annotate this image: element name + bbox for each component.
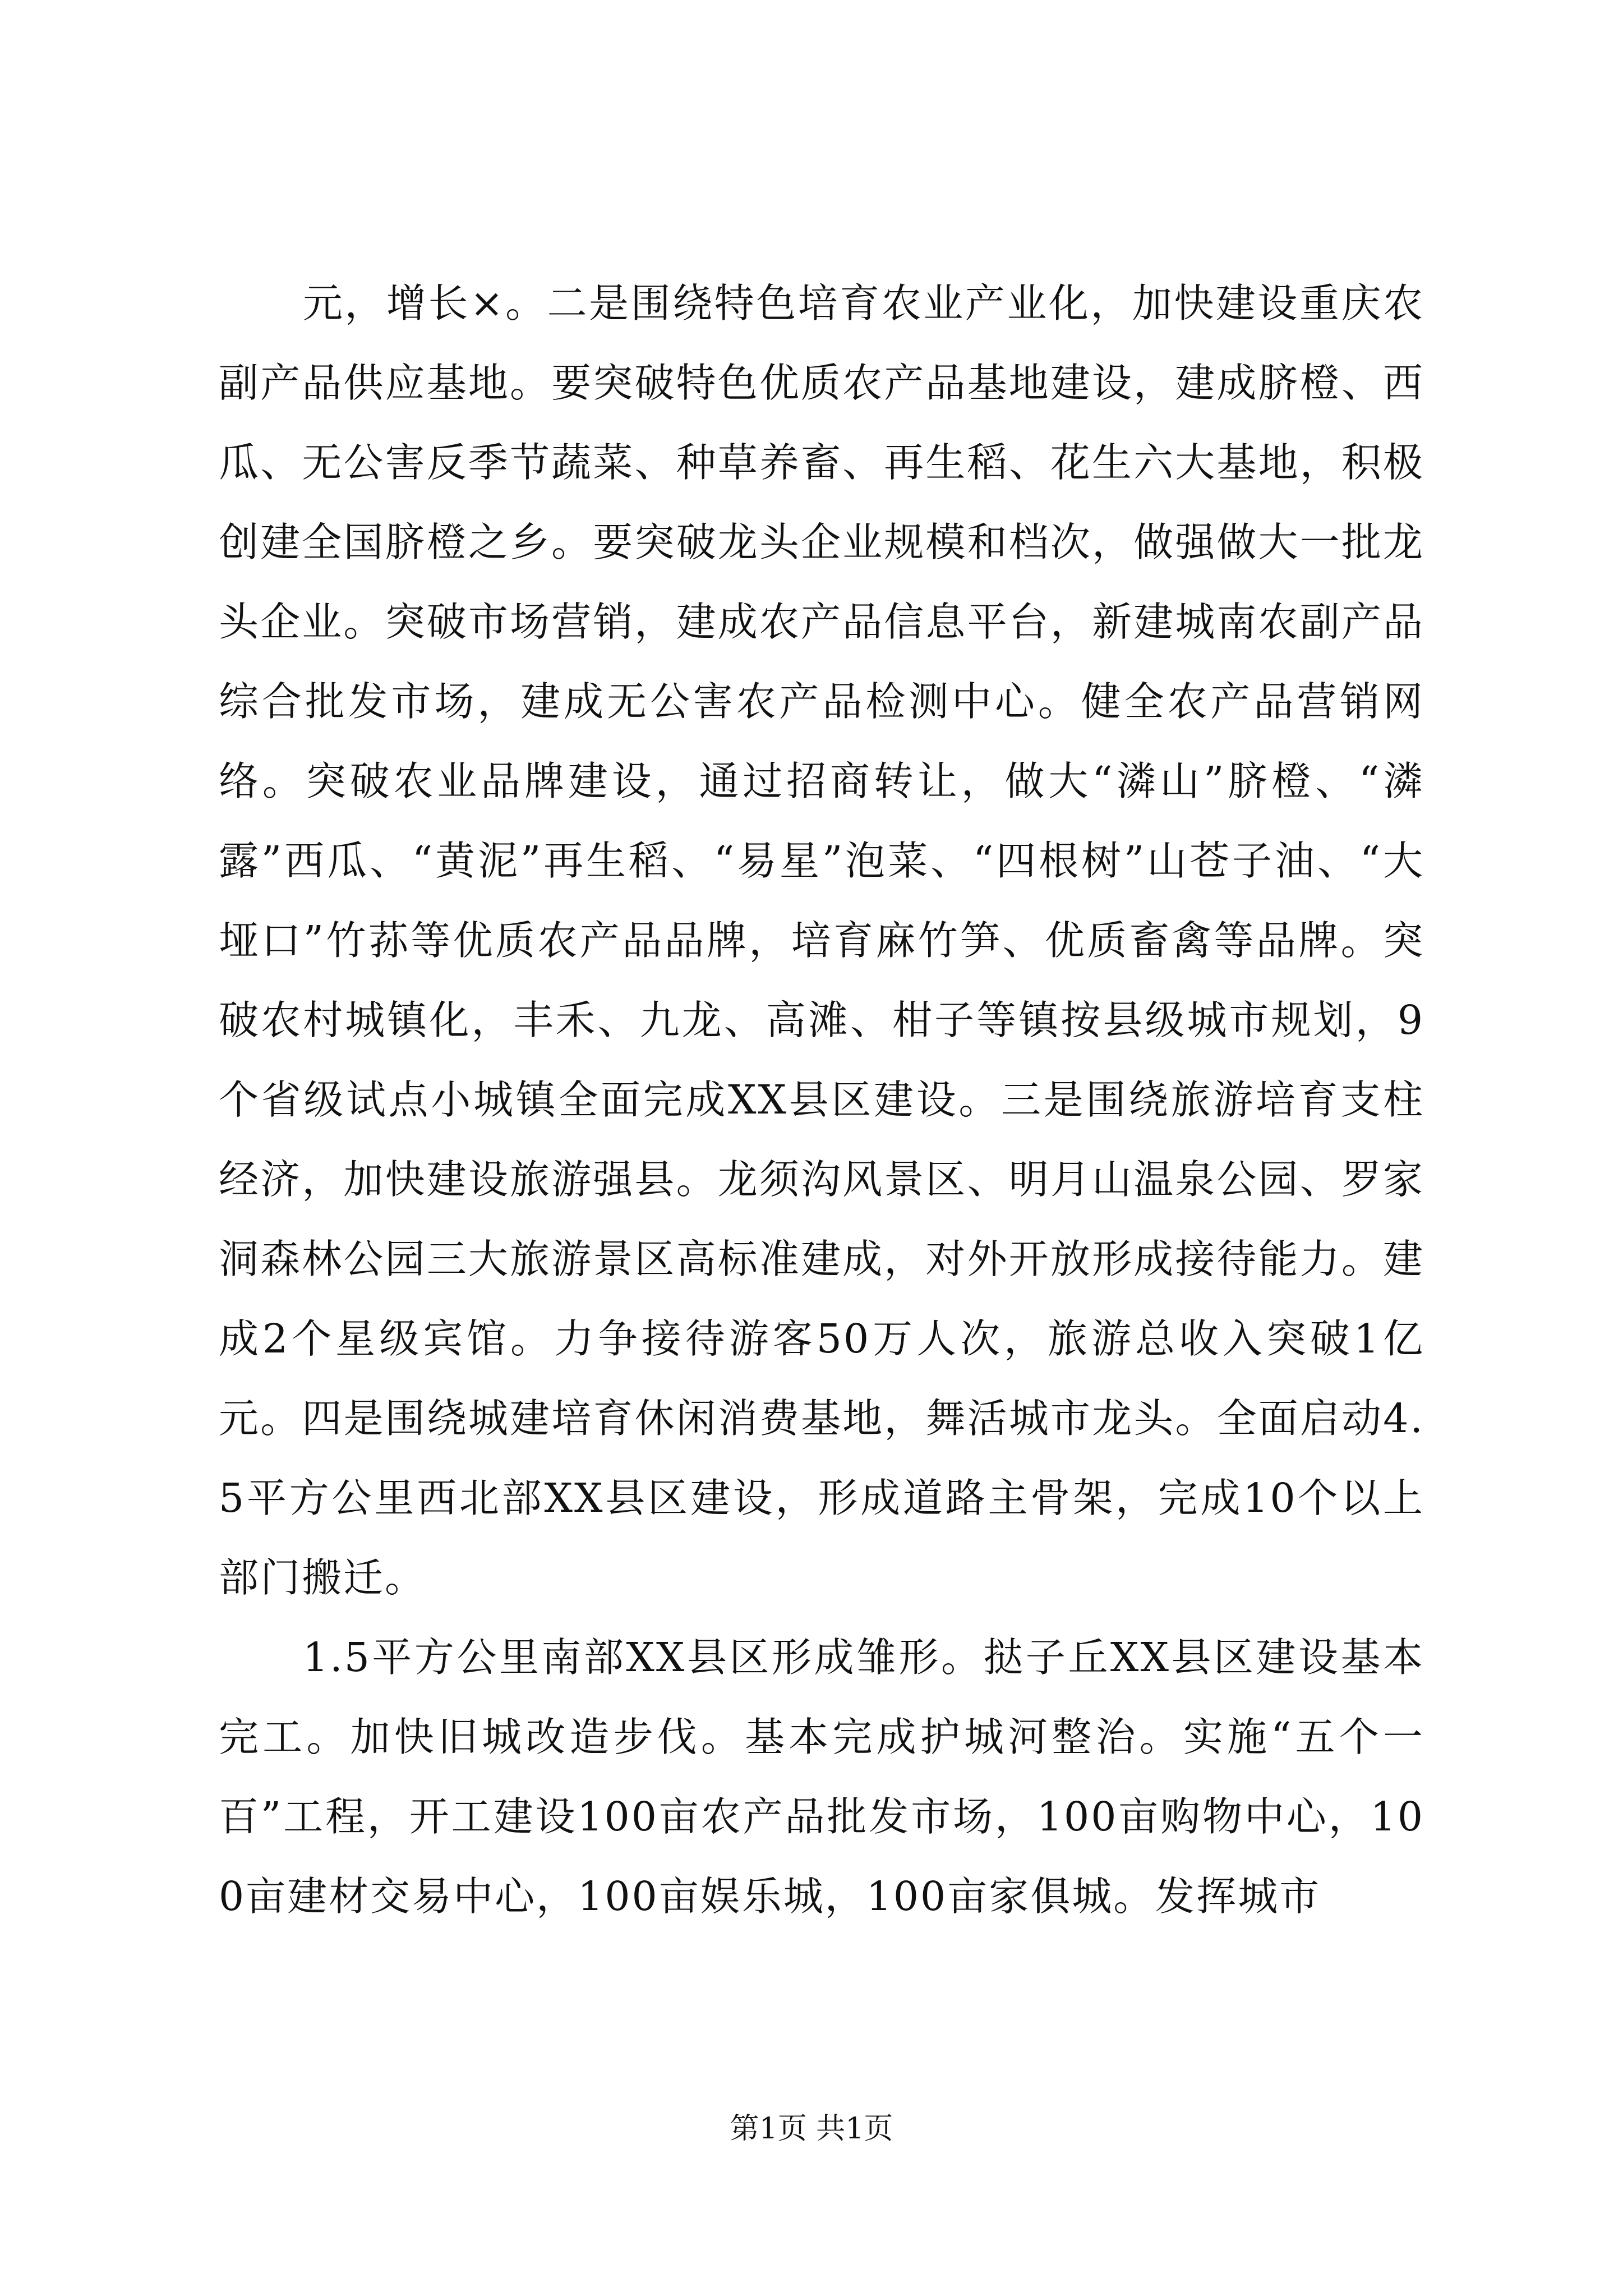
paragraph-2: 1.5平方公里南部XX县区形成雏形。挞子丘XX县区建设基本完工。加快旧城改造步伐。基本完成护城河整治。实施“五个一百”工程，开工建设100亩农产品批发市场，100亩购物中心，100亩建材交易中心，100亩娱乐城，100亩家俱城。发挥城市 [219,1634,1424,1920]
document-body [219,264,1424,1936]
paragraph-1: 元，增长×。二是围绕特色培育农业产业化，加快建设重庆农副产品供应基地。要突破特色优质农产品基地建设，建成脐橙、西瓜、无公害反季节蔬菜、种草养畜、再生稻、花生六大基地，积极创建全国脐橙之乡。要突破龙头企业规模和档次，做强做大一批龙头企业。突破市场营销，建成农产品信息平台，新建城南农副产品综合批发市场，建成无公害农产品检测中心。健全农产品营销网络。突破农业品牌建设，通过招商转让，做大“潾山”脐橙、“潾露”西瓜、“黄泥”再生稻、“易星”泡菜、“四根树”山苍子油、“大垭口”竹荪等优质农产品品牌，培育麻竹笋、优质畜禽等品牌。突破农村城镇化，丰禾、九龙、高滩、柑子等镇按县级城市规划，9个省级试点小城镇全面完成XX县区建设。三是围绕旅游培育支柱经济，加快建设旅游强县。龙须沟风景区、明月山温泉公园、罗家洞森林公园三大旅游景区高标准建成，对外开放形成接待能力。建成2个星级宾馆。力争接待游客50万人次，旅游总收入突破1亿元。四是围绕城建培育休闲消费基地，舞活城市龙头。全面启动4.5平方公里西北部XX县区建设，形成道路主骨架，完成10个以上部门搬迁。 [219,280,1424,1601]
page-footer: 第1页 共1页 [730,2112,893,2146]
